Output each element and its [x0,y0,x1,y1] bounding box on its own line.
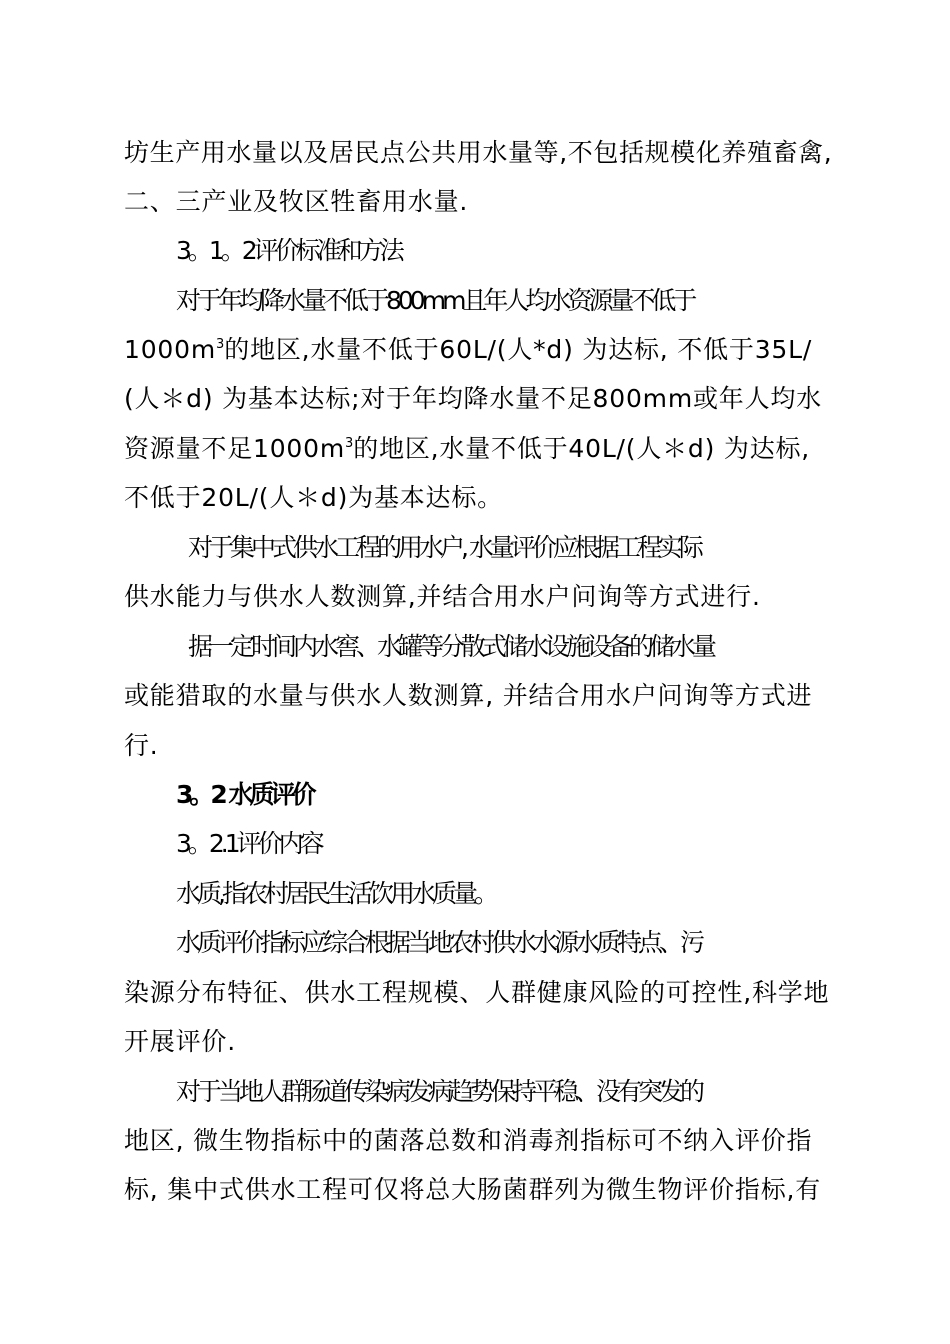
body-text-line [124,432,834,466]
body-text-line [124,333,834,367]
body-text-line: 对于集中式供水工程的用水户, 水量评价应根据工程实际 [188,533,700,562]
body-text-line: 地区, 微生物指标中的菌落总数和消毒剂指标可不纳入评价指 [124,1126,813,1155]
section-heading-3-1-2: 3。1。2评价标准和方法 [176,236,401,265]
text-segment: 的地区,水量不低于60L/(人*d) 为达标, 不低于35L/ [224,335,813,364]
superscript: 3 [344,436,354,451]
text-segment: 1000m [124,335,216,364]
body-text-line: 二、三产业及牧区牲畜用水量. [124,187,469,216]
body-text-line: 染源分布特征、供水工程规模、人群健康风险的可控性,科学地 [124,978,830,1007]
body-text-line: 坊生产用水量以及居民点公共用水量等,不包括规模化养殖畜禽, [124,138,833,167]
section-heading-3-2-1: 3。2.1评价内容 [176,829,321,858]
body-text-line: 对于年均降水量不低于800mm且年人均水资源量不低于 [176,286,694,315]
body-text-line: 水质,指农村居民生活饮用水质量。 [176,879,495,908]
body-text-line: 供水能力与供水人数测算,并结合用水户问询等方式进行. [124,582,761,611]
superscript: 3 [215,337,225,352]
body-text-line: 不低于20L/(人＊d)为基本达标。 [124,483,503,512]
body-text-line: 对于当地人群肠道传染病发病趋势保持平稳、没有突发的 [176,1077,702,1106]
body-text-line: 开展评价. [124,1027,236,1056]
text-segment: 资源量不足1000m [124,434,345,463]
body-text-line: 水质评价指标应综合根据当地农村供水水源水质特点、污 [176,928,702,957]
body-text-line: 或能猎取的水量与供水人数测算, 并结合用水户问询等方式进 [124,681,813,710]
text-segment: 的地区,水量不低于40L/(人＊d) 为达标, [353,434,811,463]
body-text-line: 行. [124,731,159,760]
section-heading-3-2: 3。2 水质评价 [176,780,313,809]
body-text-line: (人＊d) 为基本达标;对于年均降水量不足800mm或年人均水 [124,384,822,413]
body-text-line: 标, 集中式供水工程可仅将总大肠菌群列为微生物评价指标,有 [124,1175,822,1204]
body-text-line: 据一定时间内水窖、水罐等分散式储水设施设备的储水量 [188,632,714,661]
